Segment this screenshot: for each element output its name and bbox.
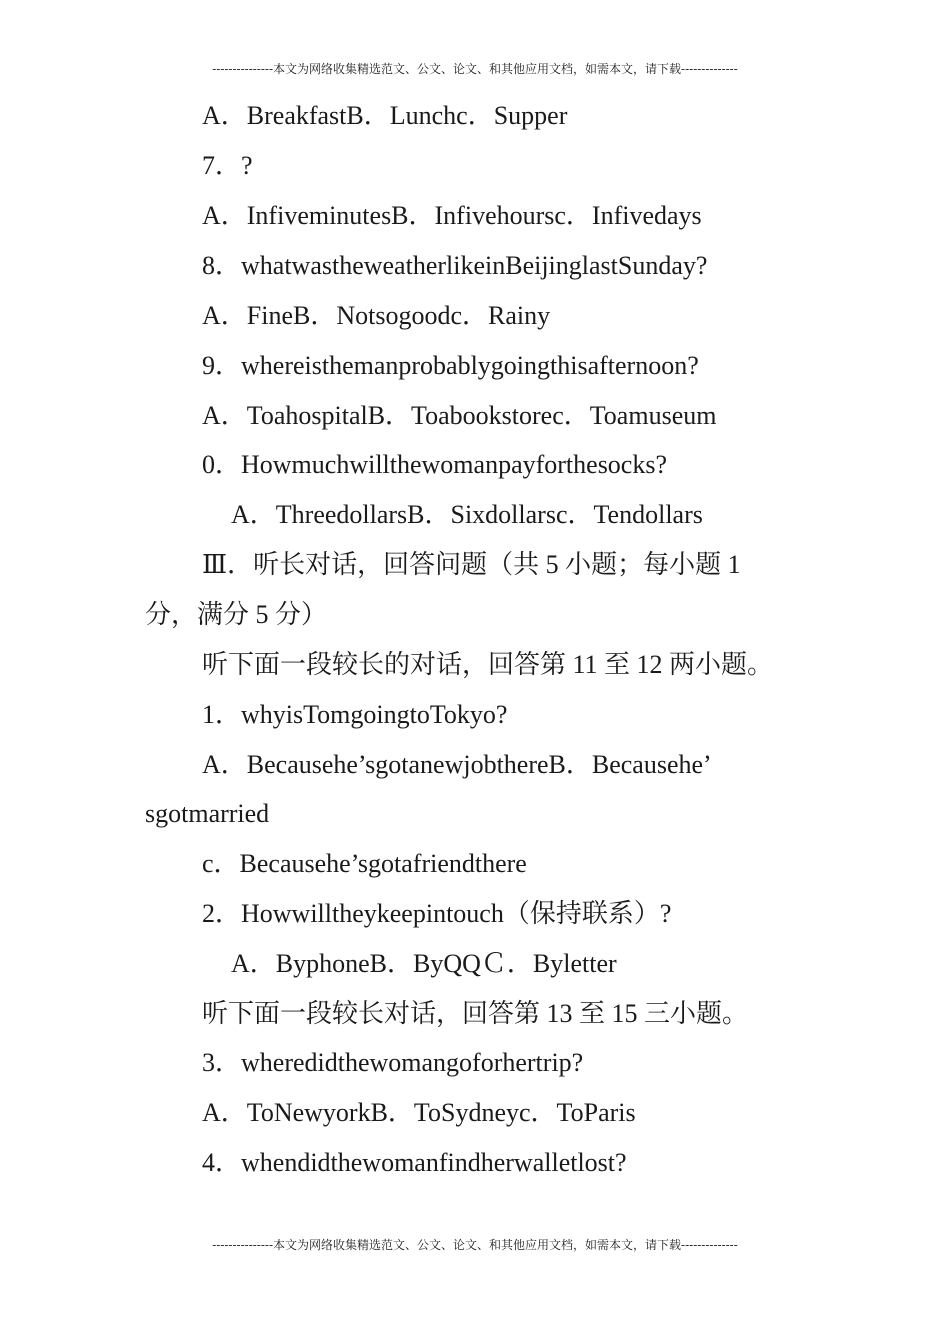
option-line: c．Becausehe’sgotafriendthere bbox=[202, 849, 527, 878]
instruction-line: 听下面一段较长的对话，回答第 11 至 12 两小题。 bbox=[202, 650, 774, 679]
section-heading: Ⅲ．听长对话，回答问题（共 5 小题；每小题 1 bbox=[202, 550, 741, 579]
option-line: A．BreakfastB．Lunchc．Supper bbox=[202, 101, 568, 130]
question-line: 4．whendidthewomanfindherwalletlost? bbox=[202, 1148, 627, 1177]
header-banner: ---------------本文为网络收集精选范文、公文、论文、和其他应用文档，如需本文，请下载-------------- bbox=[212, 62, 738, 76]
question-line: 9．whereisthemanprobablygoingthisafternoon? bbox=[202, 351, 699, 380]
footer-banner: ---------------本文为网络收集精选范文、公文、论文、和其他应用文档，如需本文，请下载-------------- bbox=[212, 1238, 738, 1252]
option-line: A．FineB．Notsogoodc．Rainy bbox=[202, 301, 551, 330]
option-line: A．ByphoneB．ByQQＣ．Byletter bbox=[231, 949, 617, 978]
option-line: A．ToahospitalB．Toabookstorec．Toamuseum bbox=[202, 401, 717, 430]
question-line: 7．? bbox=[202, 151, 253, 180]
option-line: A．ToNewyorkB．ToSydneyc．ToParis bbox=[202, 1098, 636, 1127]
question-line: 3．wheredidthewomangoforhertrip? bbox=[202, 1048, 584, 1077]
option-line: A．ThreedollarsB．Sixdollarsc．Tendollars bbox=[231, 500, 703, 529]
question-line: 2．Howwilltheykeepintouch（保持联系）? bbox=[202, 899, 672, 928]
instruction-line: 听下面一段较长对话，回答第 13 至 15 三小题。 bbox=[202, 999, 749, 1028]
question-line: 1．whyisTomgoingtoTokyo? bbox=[202, 700, 508, 729]
question-line: 8．whatwastheweatherlikeinBeijinglastSunday? bbox=[202, 251, 708, 280]
section-heading-continued: 分，满分 5 分） bbox=[145, 600, 328, 629]
option-line: A．Becausehe’sgotanewjobthereB．Becausehe’ bbox=[202, 750, 712, 779]
question-line: 0．Howmuchwillthewomanpayforthesocks? bbox=[202, 450, 668, 479]
option-line-continued: sgotmarried bbox=[145, 799, 270, 828]
option-line: A．InfiveminutesB．Infivehoursc．Infivedays bbox=[202, 201, 702, 230]
